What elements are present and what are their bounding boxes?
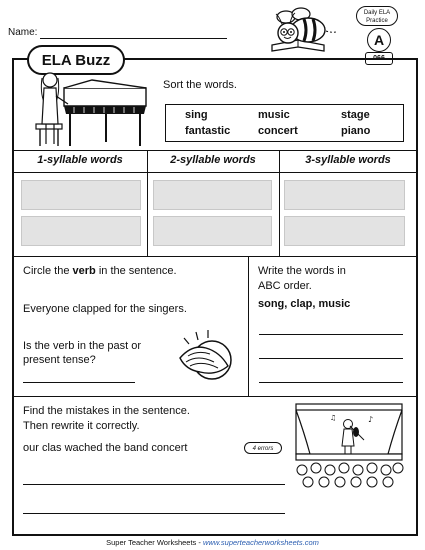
mistakes-instruction-line2: Then rewrite it correctly. <box>23 420 140 432</box>
footer-brand: Super Teacher Worksheets - <box>106 538 203 547</box>
abc-answer-line[interactable] <box>259 382 403 383</box>
divider <box>13 256 417 257</box>
verb-sentence: Everyone clapped for the singers. <box>23 303 187 315</box>
tense-question-line1: Is the verb in the past or <box>23 340 142 352</box>
tense-question-line2: present tense? <box>23 354 96 366</box>
clapping-hands-icon <box>176 328 238 382</box>
answer-box[interactable] <box>153 216 272 246</box>
divider <box>13 396 417 397</box>
word-bank-item: fantastic <box>185 125 231 137</box>
mistakes-instruction-line1: Find the mistakes in the sentence. <box>23 405 190 417</box>
footer <box>0 538 425 547</box>
answer-box[interactable] <box>284 180 405 210</box>
name-line[interactable] <box>40 38 227 39</box>
rewrite-answer-line[interactable] <box>23 513 285 514</box>
bee-reading-icon <box>268 5 338 55</box>
daily-practice-badge <box>348 6 406 64</box>
sort-word-bank <box>165 104 404 142</box>
abc-word-list: song, clap, music <box>258 298 351 310</box>
word-bank-item: concert <box>258 125 298 137</box>
svg-text:♫: ♫ <box>330 414 337 422</box>
answer-box[interactable] <box>153 180 272 210</box>
badge-letter: A <box>367 28 391 52</box>
answer-box[interactable] <box>21 216 141 246</box>
word-bank-item: sing <box>185 109 208 121</box>
badge-label: Daily ELA Practice <box>356 6 398 26</box>
column-header-3-syllable: 3-syllable words <box>305 154 391 166</box>
errors-count-badge: 4 errors <box>244 442 282 454</box>
violin-concert-stage-illustration <box>292 402 406 488</box>
column-header-1-syllable: 1-syllable words <box>37 154 123 166</box>
mistakes-sentence: our clas wached the band concert <box>23 442 188 454</box>
word-bank-item: music <box>258 109 290 121</box>
divider <box>13 150 417 151</box>
abc-instruction-line1: Write the words in <box>258 265 346 277</box>
divider <box>13 172 417 173</box>
answer-box[interactable] <box>21 180 141 210</box>
rewrite-answer-line[interactable] <box>23 484 285 485</box>
worksheet-title: ELA Buzz <box>27 45 125 75</box>
word-bank-item: stage <box>341 109 370 121</box>
word-bank-item: piano <box>341 125 371 137</box>
name-label: Name: <box>8 27 38 38</box>
abc-instruction-line2: ABC order. <box>258 280 312 292</box>
answer-box[interactable] <box>284 216 405 246</box>
section-divider <box>248 256 249 396</box>
svg-text:♪: ♪ <box>368 415 374 424</box>
footer-url[interactable]: www.superteacherworksheets.com <box>202 538 319 547</box>
girl-at-piano-illustration <box>34 70 152 150</box>
tense-answer-line[interactable] <box>23 382 135 383</box>
badge-number: 066 <box>365 52 393 65</box>
abc-answer-line[interactable] <box>259 334 403 335</box>
column-header-2-syllable: 2-syllable words <box>170 154 256 166</box>
verb-instruction: Circle the verb in the sentence. <box>23 265 177 277</box>
sort-instruction: Sort the words. <box>163 79 237 91</box>
abc-answer-line[interactable] <box>259 358 403 359</box>
